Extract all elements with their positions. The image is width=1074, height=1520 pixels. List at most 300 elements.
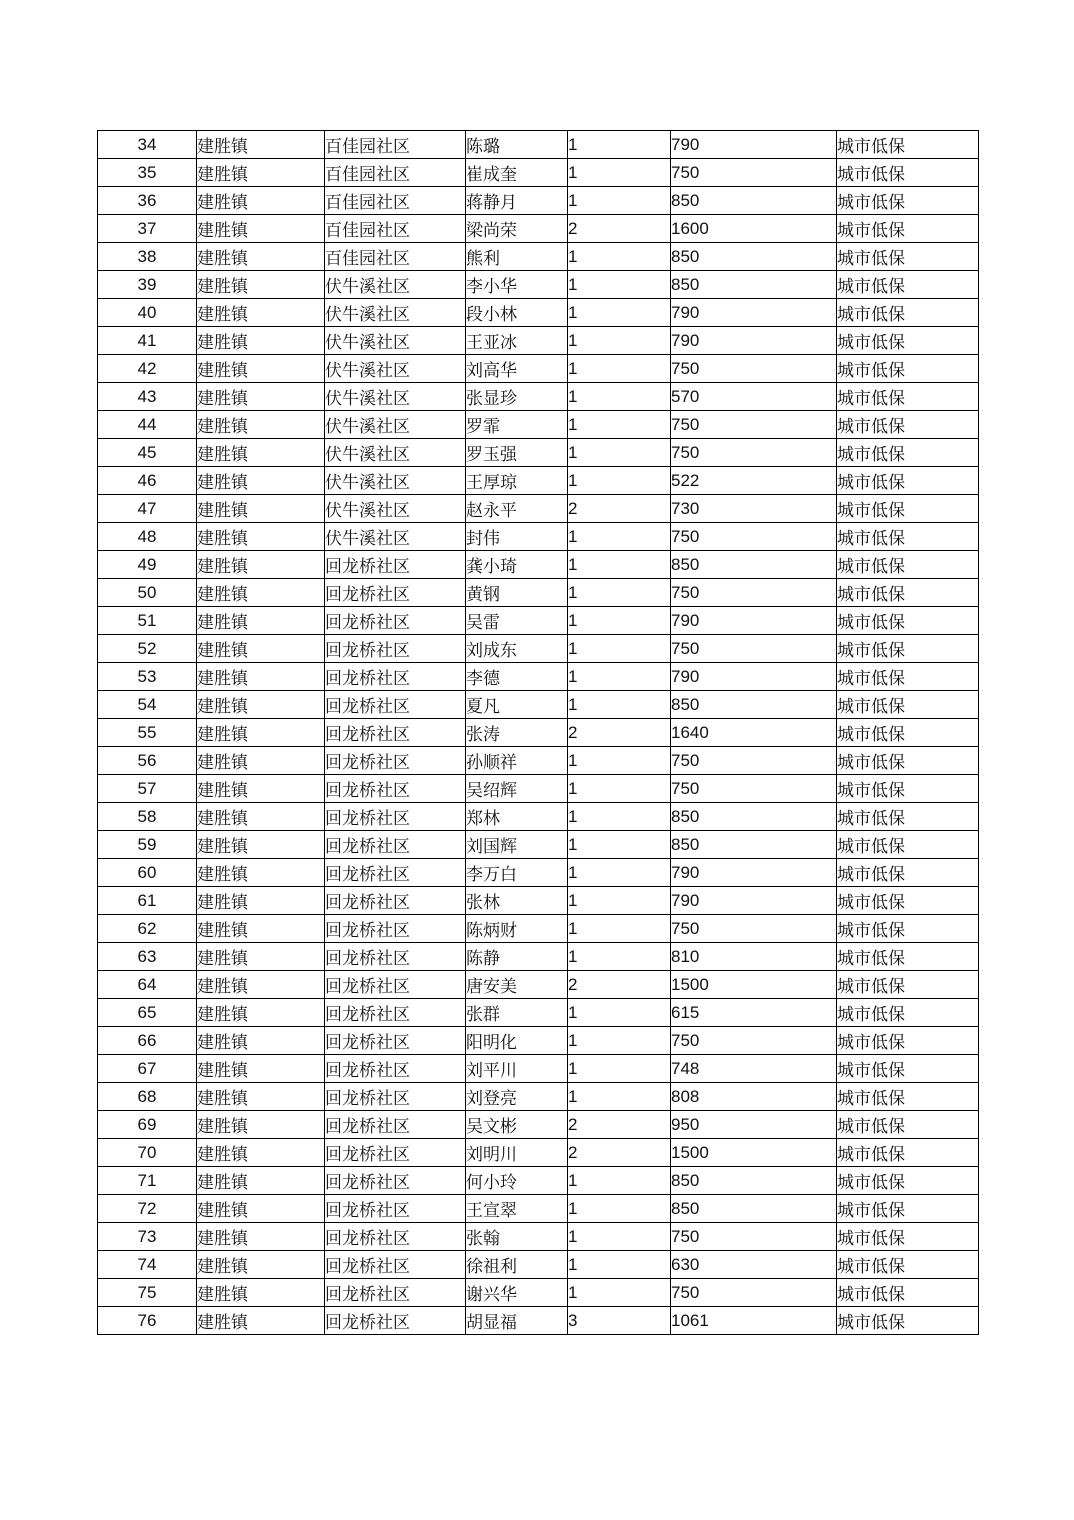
cell-name: 刘国辉 (466, 831, 568, 859)
cell-community: 百佳园社区 (325, 131, 466, 159)
cell-amount: 615 (671, 999, 837, 1027)
cell-amount: 808 (671, 1083, 837, 1111)
cell-assistance-type: 城市低保 (837, 747, 979, 775)
cell-household-size: 1 (568, 1167, 671, 1195)
table-row (98, 439, 979, 467)
cell-index: 69 (98, 1111, 197, 1139)
cell-name: 黄钢 (466, 579, 568, 607)
cell-assistance-type: 城市低保 (837, 1279, 979, 1307)
cell-community: 伏牛溪社区 (325, 383, 466, 411)
cell-index: 45 (98, 439, 197, 467)
cell-town: 建胜镇 (197, 1251, 325, 1279)
cell-town: 建胜镇 (197, 1279, 325, 1307)
table-row (98, 943, 979, 971)
cell-index: 61 (98, 887, 197, 915)
cell-assistance-type: 城市低保 (837, 215, 979, 243)
cell-amount: 790 (671, 299, 837, 327)
table-row (98, 859, 979, 887)
cell-amount: 750 (671, 915, 837, 943)
cell-assistance-type: 城市低保 (837, 1111, 979, 1139)
cell-community: 百佳园社区 (325, 187, 466, 215)
table-row (98, 635, 979, 663)
cell-index: 58 (98, 803, 197, 831)
cell-name: 吴文彬 (466, 1111, 568, 1139)
cell-index: 54 (98, 691, 197, 719)
cell-household-size: 1 (568, 999, 671, 1027)
cell-town: 建胜镇 (197, 551, 325, 579)
cell-community: 伏牛溪社区 (325, 411, 466, 439)
cell-assistance-type: 城市低保 (837, 971, 979, 999)
cell-community: 伏牛溪社区 (325, 439, 466, 467)
cell-town: 建胜镇 (197, 747, 325, 775)
table-row (98, 551, 979, 579)
cell-community: 回龙桥社区 (325, 1195, 466, 1223)
cell-index: 76 (98, 1307, 197, 1335)
cell-name: 张林 (466, 887, 568, 915)
cell-amount: 750 (671, 775, 837, 803)
cell-assistance-type: 城市低保 (837, 607, 979, 635)
cell-household-size: 1 (568, 859, 671, 887)
cell-index: 56 (98, 747, 197, 775)
cell-index: 36 (98, 187, 197, 215)
cell-assistance-type: 城市低保 (837, 915, 979, 943)
cell-assistance-type: 城市低保 (837, 299, 979, 327)
cell-community: 回龙桥社区 (325, 803, 466, 831)
cell-town: 建胜镇 (197, 607, 325, 635)
cell-index: 52 (98, 635, 197, 663)
cell-household-size: 1 (568, 411, 671, 439)
cell-index: 46 (98, 467, 197, 495)
cell-community: 回龙桥社区 (325, 1111, 466, 1139)
cell-assistance-type: 城市低保 (837, 719, 979, 747)
cell-household-size: 1 (568, 467, 671, 495)
cell-index: 37 (98, 215, 197, 243)
cell-amount: 750 (671, 355, 837, 383)
cell-community: 回龙桥社区 (325, 775, 466, 803)
table-row (98, 355, 979, 383)
cell-amount: 750 (671, 635, 837, 663)
table-row (98, 691, 979, 719)
cell-town: 建胜镇 (197, 467, 325, 495)
cell-index: 72 (98, 1195, 197, 1223)
cell-household-size: 2 (568, 215, 671, 243)
cell-assistance-type: 城市低保 (837, 775, 979, 803)
cell-assistance-type: 城市低保 (837, 1055, 979, 1083)
cell-assistance-type: 城市低保 (837, 579, 979, 607)
cell-amount: 750 (671, 523, 837, 551)
table-row (98, 243, 979, 271)
table-row (98, 131, 979, 159)
cell-household-size: 2 (568, 1139, 671, 1167)
cell-assistance-type: 城市低保 (837, 999, 979, 1027)
cell-assistance-type: 城市低保 (837, 327, 979, 355)
cell-amount: 1500 (671, 971, 837, 999)
table-row (98, 299, 979, 327)
cell-index: 44 (98, 411, 197, 439)
cell-community: 回龙桥社区 (325, 607, 466, 635)
cell-community: 回龙桥社区 (325, 1251, 466, 1279)
cell-community: 回龙桥社区 (325, 663, 466, 691)
cell-name: 龚小琦 (466, 551, 568, 579)
cell-index: 70 (98, 1139, 197, 1167)
cell-community: 回龙桥社区 (325, 635, 466, 663)
cell-community: 回龙桥社区 (325, 1139, 466, 1167)
cell-amount: 850 (671, 1167, 837, 1195)
cell-index: 51 (98, 607, 197, 635)
cell-household-size: 1 (568, 439, 671, 467)
table-row (98, 383, 979, 411)
cell-index: 73 (98, 1223, 197, 1251)
cell-name: 刘平川 (466, 1055, 568, 1083)
cell-household-size: 1 (568, 1083, 671, 1111)
cell-index: 71 (98, 1167, 197, 1195)
cell-household-size: 1 (568, 383, 671, 411)
cell-town: 建胜镇 (197, 915, 325, 943)
table-row (98, 1167, 979, 1195)
cell-name: 王宣翠 (466, 1195, 568, 1223)
cell-assistance-type: 城市低保 (837, 355, 979, 383)
cell-community: 回龙桥社区 (325, 1167, 466, 1195)
cell-town: 建胜镇 (197, 943, 325, 971)
cell-community: 回龙桥社区 (325, 1083, 466, 1111)
cell-name: 段小林 (466, 299, 568, 327)
cell-assistance-type: 城市低保 (837, 887, 979, 915)
table-row (98, 1223, 979, 1251)
cell-town: 建胜镇 (197, 1027, 325, 1055)
cell-assistance-type: 城市低保 (837, 831, 979, 859)
cell-community: 伏牛溪社区 (325, 495, 466, 523)
cell-amount: 750 (671, 1223, 837, 1251)
table-row (98, 467, 979, 495)
cell-name: 唐安美 (466, 971, 568, 999)
cell-household-size: 1 (568, 579, 671, 607)
cell-household-size: 2 (568, 719, 671, 747)
cell-amount: 1061 (671, 1307, 837, 1335)
cell-amount: 750 (671, 1027, 837, 1055)
cell-community: 回龙桥社区 (325, 915, 466, 943)
cell-town: 建胜镇 (197, 1083, 325, 1111)
cell-amount: 750 (671, 411, 837, 439)
cell-index: 63 (98, 943, 197, 971)
cell-amount: 790 (671, 663, 837, 691)
cell-community: 伏牛溪社区 (325, 299, 466, 327)
cell-household-size: 1 (568, 747, 671, 775)
cell-amount: 750 (671, 1279, 837, 1307)
cell-assistance-type: 城市低保 (837, 943, 979, 971)
cell-town: 建胜镇 (197, 383, 325, 411)
cell-index: 43 (98, 383, 197, 411)
cell-community: 回龙桥社区 (325, 1223, 466, 1251)
cell-assistance-type: 城市低保 (837, 523, 979, 551)
cell-town: 建胜镇 (197, 1195, 325, 1223)
cell-assistance-type: 城市低保 (837, 159, 979, 187)
cell-assistance-type: 城市低保 (837, 691, 979, 719)
cell-index: 74 (98, 1251, 197, 1279)
cell-household-size: 1 (568, 131, 671, 159)
cell-assistance-type: 城市低保 (837, 411, 979, 439)
table-row (98, 607, 979, 635)
cell-index: 34 (98, 131, 197, 159)
cell-household-size: 1 (568, 775, 671, 803)
cell-name: 胡显福 (466, 1307, 568, 1335)
cell-household-size: 1 (568, 691, 671, 719)
cell-name: 赵永平 (466, 495, 568, 523)
cell-household-size: 1 (568, 523, 671, 551)
table-row (98, 971, 979, 999)
cell-household-size: 2 (568, 971, 671, 999)
cell-amount: 790 (671, 607, 837, 635)
cell-assistance-type: 城市低保 (837, 1195, 979, 1223)
cell-index: 67 (98, 1055, 197, 1083)
cell-amount: 570 (671, 383, 837, 411)
table-row (98, 1251, 979, 1279)
table-row (98, 775, 979, 803)
cell-name: 刘高华 (466, 355, 568, 383)
cell-town: 建胜镇 (197, 775, 325, 803)
cell-household-size: 1 (568, 1055, 671, 1083)
cell-amount: 790 (671, 887, 837, 915)
table-row (98, 523, 979, 551)
table-row (98, 831, 979, 859)
cell-town: 建胜镇 (197, 495, 325, 523)
cell-assistance-type: 城市低保 (837, 1027, 979, 1055)
cell-town: 建胜镇 (197, 131, 325, 159)
cell-name: 罗玉强 (466, 439, 568, 467)
cell-assistance-type: 城市低保 (837, 467, 979, 495)
cell-town: 建胜镇 (197, 999, 325, 1027)
cell-index: 68 (98, 1083, 197, 1111)
cell-town: 建胜镇 (197, 1111, 325, 1139)
cell-amount: 522 (671, 467, 837, 495)
cell-name: 崔成奎 (466, 159, 568, 187)
cell-community: 回龙桥社区 (325, 943, 466, 971)
cell-amount: 950 (671, 1111, 837, 1139)
cell-amount: 750 (671, 747, 837, 775)
cell-name: 蒋静月 (466, 187, 568, 215)
cell-index: 48 (98, 523, 197, 551)
cell-index: 41 (98, 327, 197, 355)
cell-household-size: 1 (568, 943, 671, 971)
table-row (98, 1083, 979, 1111)
cell-amount: 850 (671, 187, 837, 215)
cell-assistance-type: 城市低保 (837, 131, 979, 159)
cell-index: 65 (98, 999, 197, 1027)
table-row (98, 187, 979, 215)
cell-household-size: 3 (568, 1307, 671, 1335)
cell-name: 徐祖利 (466, 1251, 568, 1279)
table-body (98, 131, 979, 1335)
cell-assistance-type: 城市低保 (837, 1307, 979, 1335)
cell-town: 建胜镇 (197, 243, 325, 271)
cell-household-size: 1 (568, 831, 671, 859)
beneficiary-table (97, 130, 979, 1335)
table-row (98, 271, 979, 299)
cell-name: 梁尚荣 (466, 215, 568, 243)
cell-town: 建胜镇 (197, 271, 325, 299)
cell-community: 回龙桥社区 (325, 859, 466, 887)
cell-index: 49 (98, 551, 197, 579)
cell-amount: 850 (671, 803, 837, 831)
table-row (98, 327, 979, 355)
cell-town: 建胜镇 (197, 859, 325, 887)
cell-town: 建胜镇 (197, 635, 325, 663)
cell-community: 回龙桥社区 (325, 719, 466, 747)
cell-community: 伏牛溪社区 (325, 355, 466, 383)
cell-town: 建胜镇 (197, 411, 325, 439)
table-row (98, 887, 979, 915)
cell-name: 吴雷 (466, 607, 568, 635)
table-row (98, 1111, 979, 1139)
cell-household-size: 1 (568, 1027, 671, 1055)
cell-assistance-type: 城市低保 (837, 1139, 979, 1167)
cell-assistance-type: 城市低保 (837, 187, 979, 215)
cell-amount: 850 (671, 1195, 837, 1223)
cell-index: 57 (98, 775, 197, 803)
cell-household-size: 1 (568, 803, 671, 831)
cell-name: 张显珍 (466, 383, 568, 411)
table-row (98, 1307, 979, 1335)
cell-community: 回龙桥社区 (325, 971, 466, 999)
cell-community: 百佳园社区 (325, 243, 466, 271)
cell-household-size: 1 (568, 187, 671, 215)
table-row (98, 1139, 979, 1167)
cell-index: 64 (98, 971, 197, 999)
cell-name: 罗霏 (466, 411, 568, 439)
cell-community: 回龙桥社区 (325, 831, 466, 859)
table-row (98, 1279, 979, 1307)
cell-community: 伏牛溪社区 (325, 327, 466, 355)
cell-name: 陈炳财 (466, 915, 568, 943)
cell-amount: 790 (671, 859, 837, 887)
cell-amount: 748 (671, 1055, 837, 1083)
cell-name: 封伟 (466, 523, 568, 551)
cell-amount: 850 (671, 271, 837, 299)
cell-community: 伏牛溪社区 (325, 271, 466, 299)
cell-town: 建胜镇 (197, 803, 325, 831)
cell-index: 39 (98, 271, 197, 299)
cell-community: 伏牛溪社区 (325, 467, 466, 495)
table-row (98, 411, 979, 439)
cell-household-size: 1 (568, 1251, 671, 1279)
cell-assistance-type: 城市低保 (837, 1223, 979, 1251)
cell-community: 百佳园社区 (325, 159, 466, 187)
cell-assistance-type: 城市低保 (837, 635, 979, 663)
cell-community: 回龙桥社区 (325, 1055, 466, 1083)
cell-town: 建胜镇 (197, 327, 325, 355)
cell-index: 62 (98, 915, 197, 943)
cell-household-size: 2 (568, 495, 671, 523)
cell-town: 建胜镇 (197, 691, 325, 719)
cell-name: 陈璐 (466, 131, 568, 159)
cell-name: 刘成东 (466, 635, 568, 663)
cell-household-size: 1 (568, 271, 671, 299)
cell-assistance-type: 城市低保 (837, 1083, 979, 1111)
table-row (98, 495, 979, 523)
cell-index: 59 (98, 831, 197, 859)
table-row (98, 803, 979, 831)
cell-household-size: 1 (568, 635, 671, 663)
cell-community: 回龙桥社区 (325, 1027, 466, 1055)
cell-amount: 730 (671, 495, 837, 523)
cell-household-size: 1 (568, 327, 671, 355)
cell-amount: 850 (671, 551, 837, 579)
cell-name: 张翰 (466, 1223, 568, 1251)
cell-community: 回龙桥社区 (325, 691, 466, 719)
table-row (98, 159, 979, 187)
cell-town: 建胜镇 (197, 1139, 325, 1167)
cell-name: 刘明川 (466, 1139, 568, 1167)
table-row (98, 1055, 979, 1083)
cell-assistance-type: 城市低保 (837, 551, 979, 579)
cell-index: 66 (98, 1027, 197, 1055)
table-row (98, 999, 979, 1027)
cell-assistance-type: 城市低保 (837, 803, 979, 831)
cell-household-size: 1 (568, 607, 671, 635)
cell-assistance-type: 城市低保 (837, 243, 979, 271)
cell-household-size: 1 (568, 915, 671, 943)
cell-assistance-type: 城市低保 (837, 383, 979, 411)
cell-amount: 850 (671, 243, 837, 271)
cell-town: 建胜镇 (197, 187, 325, 215)
cell-amount: 810 (671, 943, 837, 971)
cell-community: 回龙桥社区 (325, 747, 466, 775)
cell-town: 建胜镇 (197, 831, 325, 859)
cell-index: 35 (98, 159, 197, 187)
cell-town: 建胜镇 (197, 887, 325, 915)
cell-index: 75 (98, 1279, 197, 1307)
cell-name: 刘登亮 (466, 1083, 568, 1111)
cell-name: 王亚冰 (466, 327, 568, 355)
cell-town: 建胜镇 (197, 1223, 325, 1251)
cell-town: 建胜镇 (197, 523, 325, 551)
table-row (98, 663, 979, 691)
cell-assistance-type: 城市低保 (837, 859, 979, 887)
cell-amount: 1600 (671, 215, 837, 243)
cell-assistance-type: 城市低保 (837, 495, 979, 523)
cell-name: 王厚琼 (466, 467, 568, 495)
cell-household-size: 1 (568, 1223, 671, 1251)
cell-community: 百佳园社区 (325, 215, 466, 243)
cell-town: 建胜镇 (197, 1307, 325, 1335)
cell-assistance-type: 城市低保 (837, 271, 979, 299)
cell-name: 李万白 (466, 859, 568, 887)
cell-index: 60 (98, 859, 197, 887)
cell-community: 回龙桥社区 (325, 887, 466, 915)
cell-household-size: 1 (568, 355, 671, 383)
cell-name: 吴绍辉 (466, 775, 568, 803)
cell-amount: 630 (671, 1251, 837, 1279)
cell-town: 建胜镇 (197, 1055, 325, 1083)
cell-town: 建胜镇 (197, 1167, 325, 1195)
cell-community: 回龙桥社区 (325, 1307, 466, 1335)
cell-assistance-type: 城市低保 (837, 1167, 979, 1195)
cell-community: 回龙桥社区 (325, 1279, 466, 1307)
cell-town: 建胜镇 (197, 159, 325, 187)
cell-household-size: 2 (568, 1111, 671, 1139)
cell-assistance-type: 城市低保 (837, 663, 979, 691)
cell-name: 李小华 (466, 271, 568, 299)
cell-amount: 750 (671, 439, 837, 467)
cell-town: 建胜镇 (197, 971, 325, 999)
cell-household-size: 1 (568, 551, 671, 579)
cell-amount: 850 (671, 691, 837, 719)
cell-name: 张涛 (466, 719, 568, 747)
cell-index: 50 (98, 579, 197, 607)
cell-community: 回龙桥社区 (325, 579, 466, 607)
cell-town: 建胜镇 (197, 663, 325, 691)
cell-name: 夏凡 (466, 691, 568, 719)
cell-town: 建胜镇 (197, 439, 325, 467)
